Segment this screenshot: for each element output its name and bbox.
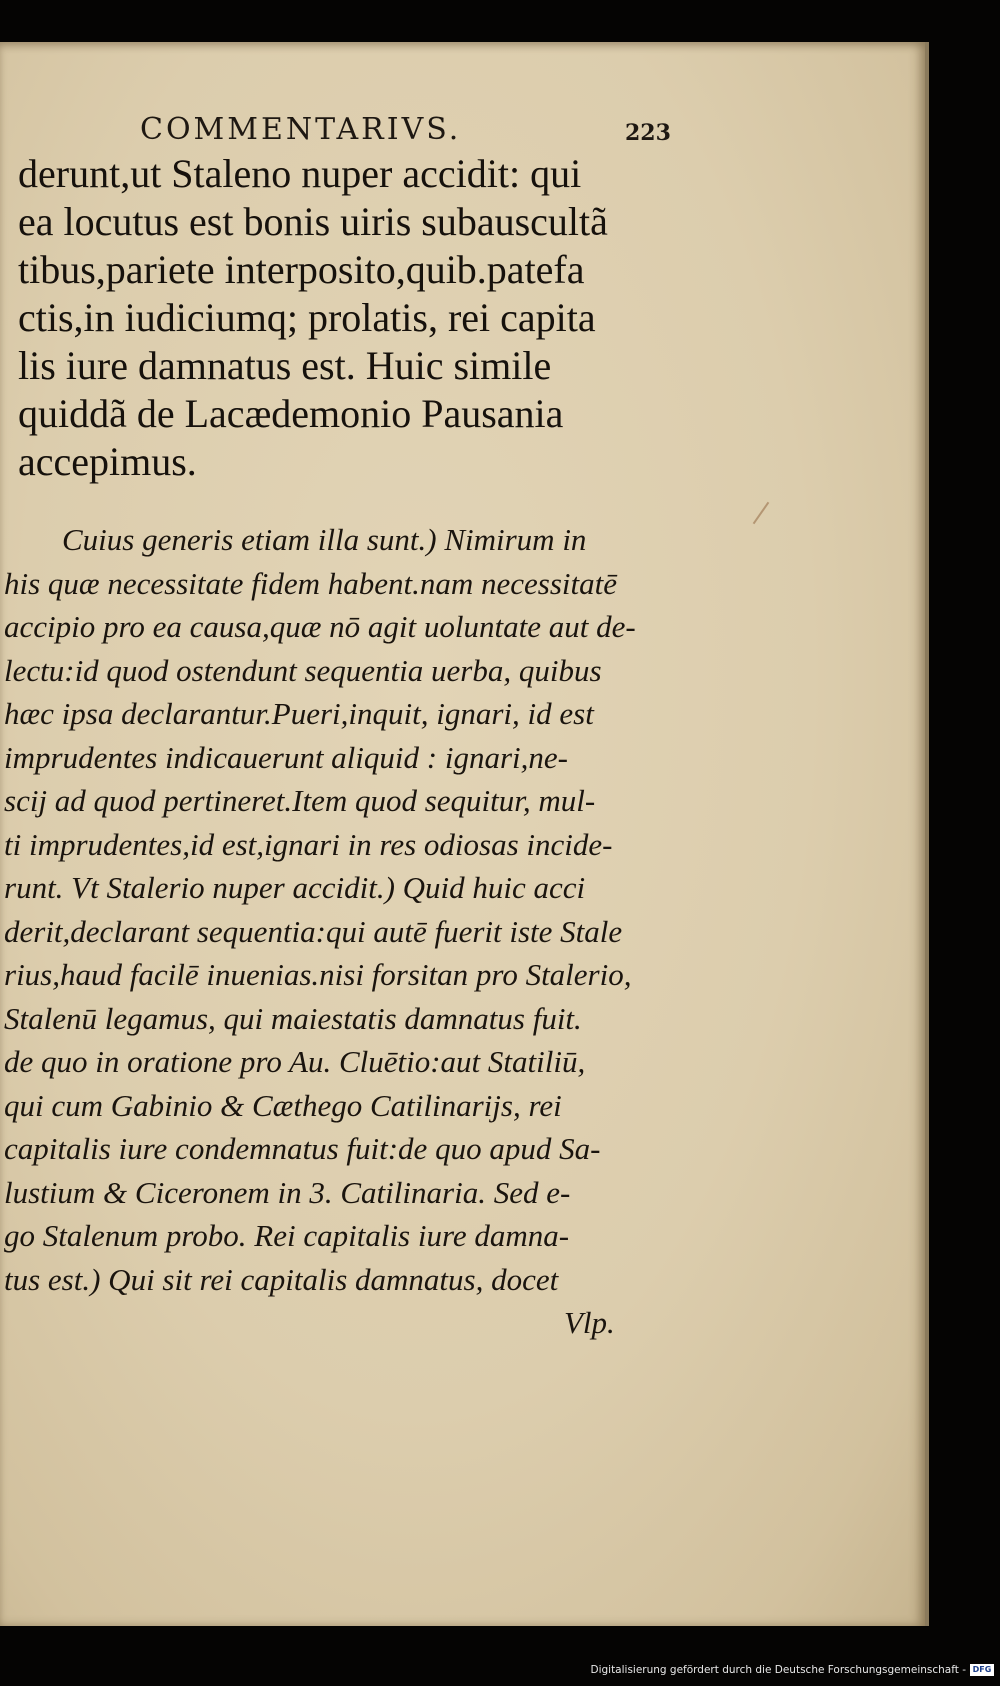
commentary-line: hæc ipsa declarantur.Pueri,inquit, ignari, id est	[4, 696, 594, 731]
page-edge	[925, 42, 929, 1626]
main-text-line: tibus,pariete interposito,quib.patefa	[18, 247, 585, 292]
commentary-line: de quo in oratione pro Au. Cluētio:aut Statiliū,	[4, 1044, 586, 1079]
main-text-line: ea locutus est bonis uiris subauscultã	[18, 199, 608, 244]
commentary-line: Vlp.	[564, 1305, 615, 1340]
commentary-line: accipio pro ea causa,quæ nō agit uoluntate aut de-	[4, 609, 636, 644]
commentary-line: capitalis iure condemnatus fuit:de quo apud Sa-	[4, 1131, 601, 1166]
commentary-line: imprudentes indicauerunt aliquid : ignari,ne-	[4, 739, 568, 775]
page-number: 223	[625, 120, 671, 146]
commentary-line: lustium & Ciceronem in 3. Catilinaria. Sed e-	[4, 1174, 571, 1210]
running-head: COMMENTARIVS.	[140, 112, 462, 147]
digitization-credit	[590, 1664, 994, 1676]
commentary-line: Cuius generis etiam illa sunt.) Nimirum in	[62, 522, 587, 557]
commentary-line: qui cum Gabinio & Cæthego Catilinarijs, rei	[4, 1087, 562, 1123]
commentary-line: lectu:id quod ostendunt sequentia uerba, quibus	[4, 652, 602, 688]
commentary-line: go Stalenum probo. Rei capitalis iure damna-	[4, 1218, 570, 1253]
commentary-block	[4, 518, 666, 1345]
main-text-block	[18, 150, 668, 486]
commentary-line: his quæ necessitate fidem habent.nam necessitatē	[4, 565, 617, 601]
commentary-line: derit,declarant sequentia:qui autē fuerit iste Stale	[4, 913, 623, 949]
commentary-line: scij ad quod pertineret.Item quod sequitur, mul-	[4, 783, 596, 818]
main-text-line: derunt,ut Staleno nuper accidit: qui	[18, 151, 582, 196]
main-text-line: lis iure damnatus est. Huic simile	[18, 343, 552, 388]
main-text-line: quiddã de Lacædemonio Pausania	[18, 391, 564, 436]
commentary-line: rius,haud facilē inuenias.nisi forsitan pro Stalerio,	[4, 957, 632, 992]
credit-text: Digitalisierung gefördert durch die Deutsche Forschungsgemeinschaft -	[590, 1664, 966, 1676]
commentary-line: tus est.) Qui sit rei capitalis damnatus, docet	[4, 1261, 559, 1297]
commentary-line: runt. Vt Stalerio nuper accidit.) Quid huic acci	[4, 870, 586, 905]
main-text-line: accepimus.	[18, 439, 197, 484]
commentary-line: ti imprudentes,id est,ignari in res odiosas incide-	[4, 826, 613, 862]
dfg-logo-icon: DFG	[970, 1664, 994, 1676]
main-text-line: ctis,in iudiciumq; prolatis, rei capita	[18, 295, 596, 340]
commentary-line: Stalenū legamus, qui maiestatis damnatus fuit.	[4, 1000, 582, 1036]
